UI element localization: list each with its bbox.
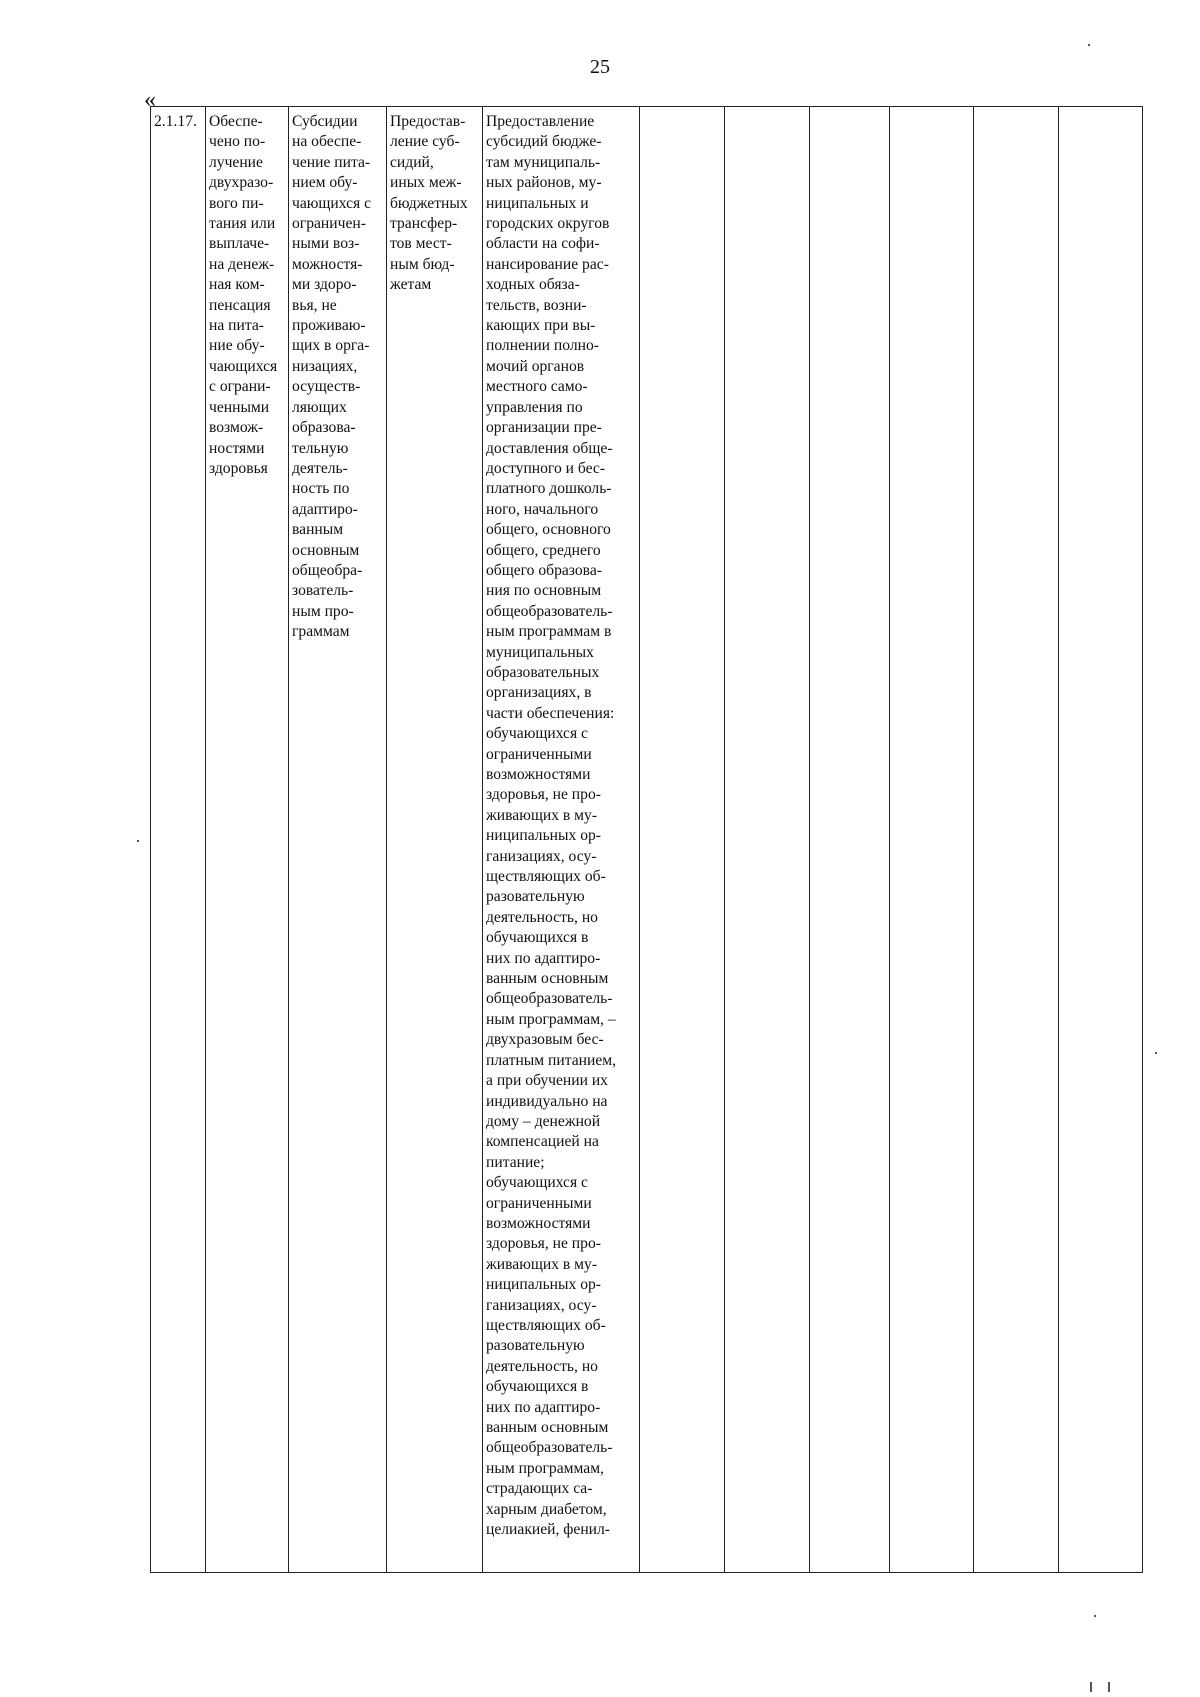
scan-speck: [1094, 1615, 1096, 1617]
scan-speck: [1155, 1052, 1157, 1054]
transfer-type-cell: Предостав- ление суб- сидий, иных меж- бюджетных трансфер- тов мест- ным бюд- жетам: [387, 107, 483, 1573]
table-row: [151, 107, 1143, 1573]
value-cell-4: [890, 107, 974, 1573]
scan-speck: [1088, 44, 1090, 46]
program-measures-table: [150, 106, 1143, 1573]
scan-speck: [1108, 1682, 1110, 1692]
value-cell-6: [1059, 107, 1143, 1573]
subsidy-name-cell: Субсидии на обеспе- чение пита- нием обу- чающихся с ограничен- ными воз- можностя- ми здоро- вья, не проживаю- щих в орга- низациях, осуществ- ляющих образова- тельную деятель- ность по адаптиро- ванным основным общеобра- зователь- ным про- граммам: [289, 107, 387, 1573]
value-cell-5: [974, 107, 1059, 1573]
scan-speck: [1090, 1682, 1092, 1692]
value-cell-3: [810, 107, 890, 1573]
row-number-cell: 2.1.17.: [151, 107, 206, 1573]
description-cell: Предоставление субсидий бюдже- там муниципаль- ных районов, му- ниципальных и городских округов области на софи- нансирование рас- ходных обяза- тельств, возни- кающих при вы- полнении полно- мочий органов местного само- управления по организации пре- доставления обще- доступного и бес- платного дошколь- ного, начального общего, основного общего, среднего общего образова- ния по основным общеобразователь- ным программам в муниципальных образовательных организациях, в части обеспечения: обучающихся с ограниченными возможностями здоровья, не про- живающих в му- ниципальных ор- ганизациях, осу- ществляющих об- разовательную деятельность, но обучающихся в них по адаптиро- ванным основным общеобразователь- ным программам, – двухразовым бес- платным питанием, а при обучении их индивидуально на дому – денежной компенсацией на питание; обучающихся с ограниченными возможностями здоровья, не про- живающих в му- ниципальных ор- ганизациях, осу- ществляющих об- разовательную деятельность, но обучающихся в них по адаптиро- ванным основным общеобразователь- ным программам, страдающих са- харным диабетом, целиакией, фенил-: [483, 107, 640, 1573]
value-cell-2: [725, 107, 810, 1573]
result-cell: Обеспе- чено по- лучение двухразо- вого пи- тания или выплаче- на денеж- ная ком- пенсация на пита- ние обу- чающихся с ограни- ченными возмож- ностями здоровья: [206, 107, 289, 1573]
scan-speck: [137, 840, 139, 842]
value-cell-1: [640, 107, 725, 1573]
continuation-quote-mark: «: [144, 87, 156, 113]
page-number: 25: [590, 56, 610, 78]
